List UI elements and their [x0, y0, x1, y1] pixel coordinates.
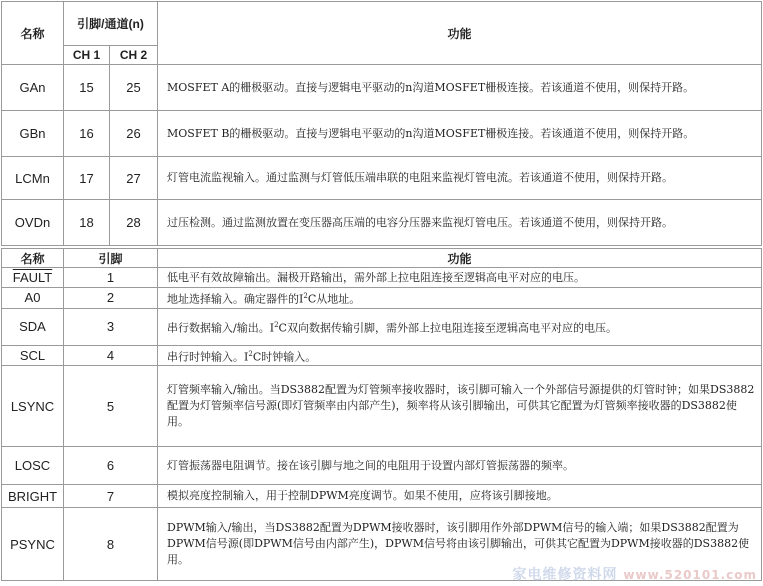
- header-pin-channel: 引脚/通道(n): [64, 2, 158, 46]
- pin-ch1: 16: [64, 111, 110, 157]
- pin-name: GAn: [2, 65, 64, 111]
- pin-description: 灯管电流监视输入。通过监测与灯管低压端串联的电阻来监视灯管电流。若该通道不使用，则保持开路。: [158, 157, 762, 200]
- watermark-url: www.520101.com: [623, 568, 757, 582]
- pin-ch2: 26: [110, 111, 158, 157]
- pin-number: 5: [64, 366, 158, 447]
- table-row: [2, 345, 762, 366]
- table-row: [2, 447, 762, 485]
- table-row: [2, 111, 762, 157]
- pin-ch2: 27: [110, 157, 158, 200]
- table-row: [2, 366, 762, 447]
- pin-description: 串行数据输入/输出。$I^2C$双向数据传输引脚，需外部上拉电阻连接至逻辑高电平对应的电压。: [158, 308, 762, 345]
- pin-name: OVDn: [2, 200, 64, 246]
- header-ch2: CH 2: [110, 46, 158, 65]
- pin-name: LSYNC: [2, 366, 64, 447]
- header-function: 功能: [158, 2, 762, 65]
- pin-description: 模拟亮度控制输入，用于控制DPWM亮度调节。如果不使用，应将该引脚接地。: [158, 485, 762, 508]
- pin-description: 灯管频率输入/输出。当DS3882配置为灯管频率接收器时，该引脚可输入一个外部信号源提供的灯管时钟；如果DS3882配置为灯管频率信号源(即灯管频率由内部产生)，频率将从该引脚输出，可供其它配置为灯管频率接收器的DS3882使用。: [158, 366, 762, 447]
- table-row: [2, 157, 762, 200]
- table-row: [2, 65, 762, 111]
- channel-pin-table: [1, 1, 762, 246]
- pin-number: 6: [64, 447, 158, 485]
- pin-number: 2: [64, 288, 158, 309]
- pin-number: 7: [64, 485, 158, 508]
- header-function: 功能: [158, 249, 762, 268]
- table-row: [2, 485, 762, 508]
- pin-ch1: 18: [64, 200, 110, 246]
- pin-name: FAULT: [12, 270, 53, 285]
- pin-name: LOSC: [2, 447, 64, 485]
- watermark-text: 家电维修资料网: [512, 567, 618, 583]
- pin-name: SCL: [2, 345, 64, 366]
- pin-description: MOSFET A的栅极驱动。直接与逻辑电平驱动的n沟道MOSFET栅极连接。若该通道不使用，则保持开路。: [158, 65, 762, 111]
- pin-number: 3: [64, 308, 158, 345]
- pin-description: 低电平有效故障输出。漏极开路输出，需外部上拉电阻连接至逻辑高电平对应的电压。: [158, 268, 762, 288]
- pin-description: 过压检测。通过监测放置在变压器高压端的电容分压器来监视灯管电压。若该通道不使用，则保持开路。: [158, 200, 762, 246]
- table-row: [2, 268, 762, 288]
- pin-description: 灯管振荡器电阻调节。接在该引脚与地之间的电阻用于设置内部灯管振荡器的频率。: [158, 447, 762, 485]
- pin-description: DPWM输入/输出，当DS3882配置为DPWM接收器时，该引脚用作外部DPWM信号的输入端；如果DS3882配置为DPWM信号源(即DPWM信号由内部产生)，DPWM信号将由该引脚输出，可供其它配置为DPWM接收器的DS3882使用。: [158, 508, 762, 581]
- header-name: 名称: [2, 249, 64, 268]
- pin-description: 地址选择输入。确定器件的$I^2C$从地址。: [158, 288, 762, 309]
- table-row: [2, 308, 762, 345]
- pin-number: 4: [64, 345, 158, 366]
- pin-name: PSYNC: [2, 508, 64, 581]
- pin-name: SDA: [2, 308, 64, 345]
- pin-ch1: 17: [64, 157, 110, 200]
- header-ch1: CH 1: [64, 46, 110, 65]
- pin-ch2: 25: [110, 65, 158, 111]
- pin-number: 1: [64, 268, 158, 288]
- pin-name: GBn: [2, 111, 64, 157]
- table-row: [2, 200, 762, 246]
- site-watermark: [513, 564, 757, 584]
- pin-ch1: 15: [64, 65, 110, 111]
- header-name: 名称: [2, 2, 64, 65]
- pin-name: A0: [2, 288, 64, 309]
- pin-name: BRIGHT: [2, 485, 64, 508]
- header-pin: 引脚: [64, 249, 158, 268]
- pin-ch2: 28: [110, 200, 158, 246]
- pin-name: LCMn: [2, 157, 64, 200]
- pin-description: 串行时钟输入。$I^2C$时钟输入。: [158, 345, 762, 366]
- pin-description: MOSFET B的栅极驱动。直接与逻辑电平驱动的n沟道MOSFET栅极连接。若该通道不使用，则保持开路。: [158, 111, 762, 157]
- table-row: [2, 288, 762, 309]
- pin-function-table: [1, 248, 762, 581]
- pin-number: 8: [64, 508, 158, 581]
